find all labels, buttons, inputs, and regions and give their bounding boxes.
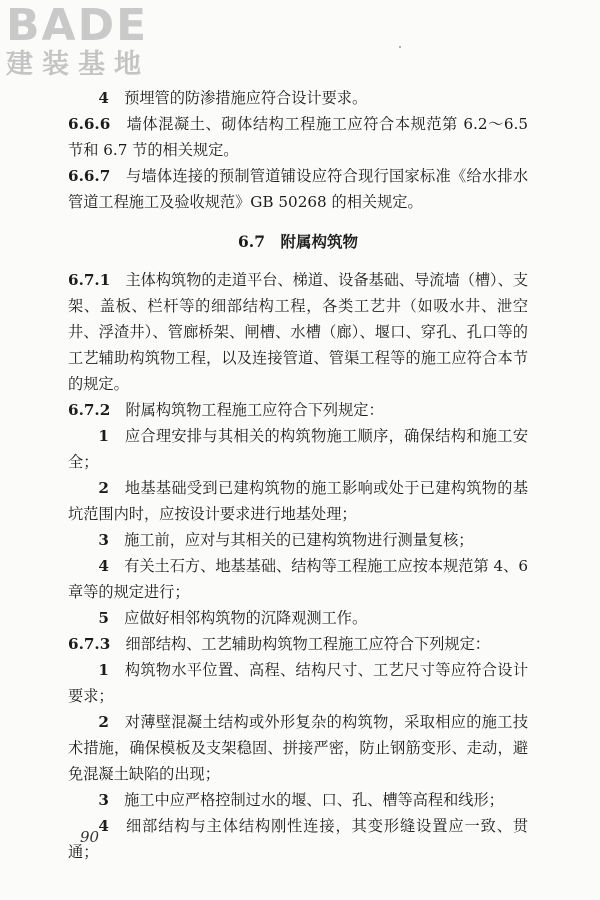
item-text: 细部结构与主体结构刚性连接，其变形缝设置应一致、贯通； bbox=[68, 817, 529, 861]
list-item bbox=[68, 709, 528, 787]
list-item bbox=[68, 657, 528, 709]
item-number: 3 bbox=[98, 531, 109, 549]
page-body bbox=[68, 85, 528, 865]
list-item bbox=[68, 553, 528, 605]
item-text: 有关土石方、地基基础、结构等工程施工应按本规范第 4、6 章等的规定进行； bbox=[68, 557, 528, 601]
item-number: 4 bbox=[98, 817, 109, 835]
item-text: 应合理安排与其相关的构筑物施工顺序，确保结构和施工安全； bbox=[68, 427, 529, 471]
item-number: 1 bbox=[98, 661, 109, 679]
item-number: 4 bbox=[98, 89, 109, 107]
logo-subtitle: 建装基地 bbox=[6, 49, 150, 80]
item-number: 2 bbox=[98, 713, 109, 731]
clause-text: 与墙体连接的预制管道铺设应符合现行国家标准《给水排水管道工程施工及验收规范》GB 50268 的相关规定。 bbox=[68, 167, 529, 211]
item-number: 3 bbox=[98, 791, 109, 809]
clause-paragraph bbox=[68, 163, 528, 215]
item-text: 施工前，应对与其相关的已建构筑物进行测量复核； bbox=[124, 531, 474, 549]
list-item bbox=[68, 605, 528, 631]
item-text: 应做好相邻构筑物的沉降观测工作。 bbox=[124, 609, 368, 627]
clause-number: 6.7.3 bbox=[68, 635, 111, 653]
blocks-before-section bbox=[68, 85, 528, 215]
bade-logo bbox=[6, 2, 181, 80]
clause-paragraph bbox=[68, 111, 528, 163]
list-item bbox=[68, 85, 528, 111]
speck-mark bbox=[399, 46, 401, 48]
clause-number: 6.6.7 bbox=[68, 167, 111, 185]
clause-number: 6.7.2 bbox=[68, 401, 111, 419]
item-text: 施工中应严格控制过水的堰、口、孔、槽等高程和线形； bbox=[124, 791, 504, 809]
item-text: 预埋管的防渗措施应符合设计要求。 bbox=[124, 89, 368, 107]
item-number: 4 bbox=[98, 557, 109, 575]
item-number: 5 bbox=[98, 609, 109, 627]
list-item bbox=[68, 475, 528, 527]
list-item bbox=[68, 813, 528, 865]
clause-paragraph bbox=[68, 267, 528, 397]
clause-text: 主体构筑物的走道平台、梯道、设备基础、导流墙（槽）、支架、盖板、栏杆等的细部结构工程，各类工艺井（如吸水井、泄空井、浮渣井）、管廊桥架、闸槽、水槽（廊）、堰口、穿孔、孔口等的工艺辅助构筑物工程，以及连接管道、管渠工程等的施工应符合本节的规定。 bbox=[68, 271, 529, 393]
clause-text: 细部结构、工艺辅助构筑物工程施工应符合下列规定： bbox=[125, 635, 490, 653]
page-number: 90 bbox=[80, 828, 100, 846]
clause-text: 墙体混凝土、砌体结构工程施工应符合本规范第 6.2～6.5 节和 6.7 节的相关规定。 bbox=[68, 115, 529, 159]
logo-wordmark: BADE bbox=[6, 0, 149, 51]
item-number: 2 bbox=[98, 479, 109, 497]
item-number: 1 bbox=[98, 427, 109, 445]
clause-paragraph bbox=[68, 397, 528, 423]
clause-number: 6.6.6 bbox=[68, 115, 111, 133]
item-text: 对薄壁混凝土结构或外形复杂的构筑物，采取相应的施工技术措施，确保模板及支架稳固、拼接严密，防止钢筋变形、走动，避免混凝土缺陷的出现； bbox=[68, 713, 529, 783]
clause-paragraph bbox=[68, 631, 528, 657]
list-item bbox=[68, 787, 528, 813]
section-heading: 6.7 附属构筑物 bbox=[238, 232, 358, 251]
section-6-7-body bbox=[68, 267, 528, 865]
item-text: 地基基础受到已建构筑物的施工影响或处于已建构筑物的基坑范围内时，应按设计要求进行地基处理； bbox=[68, 479, 529, 523]
list-item bbox=[68, 423, 528, 475]
clause-number: 6.7.1 bbox=[68, 271, 111, 289]
item-text: 构筑物水平位置、高程、结构尺寸、工艺尺寸等应符合设计要求； bbox=[68, 661, 529, 705]
list-item bbox=[68, 527, 528, 553]
clause-text: 附属构筑物工程施工应符合下列规定： bbox=[125, 401, 384, 419]
